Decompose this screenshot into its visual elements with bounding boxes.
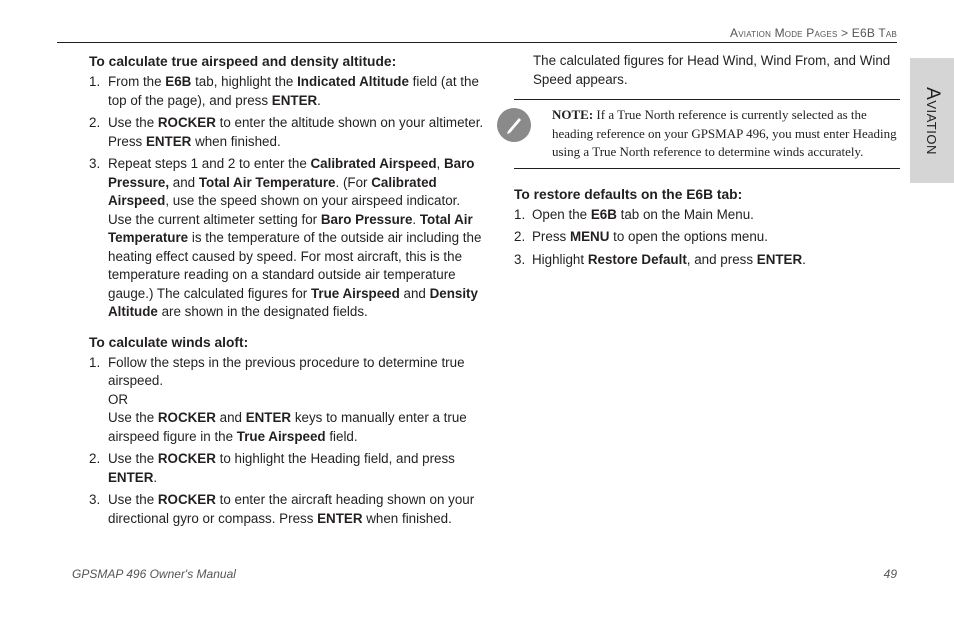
step-keyword: ENTER	[317, 510, 363, 526]
step-item	[89, 114, 484, 151]
step-text: , use the speed shown on your airspeed indicator. Use the current altimeter setting for	[108, 193, 461, 227]
footer-manual-title: GPSMAP 496 Owner's Manual	[72, 567, 236, 581]
restore-heading: To restore defaults on the E6B tab:	[514, 186, 743, 202]
winds-section	[89, 333, 484, 529]
step-keyword: Restore Default	[587, 251, 687, 267]
airspeed-steps	[89, 73, 484, 322]
step-keyword: MENU	[569, 229, 610, 244]
step-text: when finished.	[191, 133, 281, 149]
step-text: to enter the altitude shown on your altimeter. Press	[108, 115, 484, 149]
step-text: .	[317, 92, 321, 108]
step-number: 2.	[514, 229, 526, 244]
step-text: and	[215, 410, 246, 425]
step-item	[89, 155, 484, 322]
note-text: If a True North reference is currently selected as the heading reference on your GPSMAP 496, you must enter Heading using a True North reference to determine winds accurately.	[552, 107, 897, 159]
step-keyword: ENTER	[271, 92, 318, 108]
step-item	[89, 354, 484, 447]
step-text: field (at the top of the page), and press	[108, 74, 479, 108]
left-column	[89, 52, 484, 539]
note-label: NOTE:	[552, 107, 594, 122]
step-keyword: ROCKER	[157, 115, 216, 130]
airspeed-section	[89, 52, 484, 322]
step-text: to highlight the Heading field, and press	[215, 451, 455, 466]
step-text: to open the options menu.	[609, 229, 768, 244]
step-text: to enter the aircraft heading shown on your directional gyro or compass. Press	[108, 492, 475, 526]
step-number: 3.	[514, 251, 526, 267]
step-keyword: Density Altitude	[108, 285, 478, 319]
step-text: tab on the Main Menu.	[616, 206, 754, 222]
step-text: is the temperature of the outside air including the heating effect caused by speed. For most aircraft, this is the temperature reading on a standard outside air temperature gauge.) The calculated figures for	[108, 230, 482, 301]
step-text: Follow the steps in the previous procedure to determine true airspeed.	[108, 354, 465, 388]
step-keyword: Total Air Temperature	[198, 174, 336, 190]
step-text: Press	[532, 229, 570, 244]
side-tab	[910, 58, 954, 183]
step-keyword: ENTER	[145, 133, 192, 149]
step-text: field.	[325, 428, 358, 444]
step-keyword: E6B	[590, 206, 617, 222]
step-text: From the	[108, 74, 166, 89]
step-text: ,	[436, 156, 444, 171]
restore-section	[514, 185, 900, 270]
step-text: keys to manually enter a true airspeed figure in the	[108, 410, 467, 444]
step-number: 3.	[89, 492, 101, 507]
step-item	[89, 450, 484, 487]
step-item	[89, 73, 484, 110]
step-text: .	[153, 469, 158, 485]
note-pencil-icon	[497, 108, 531, 142]
footer-page-number: 49	[883, 567, 897, 581]
step-text: when finished.	[362, 510, 452, 526]
wind-results-text: The calculated figures for Head Wind, Wind From, and Wind Speed appears.	[533, 53, 891, 87]
step-keyword: Baro Pressure,	[108, 156, 475, 190]
step-text: Highlight	[532, 251, 588, 267]
step-number: 1.	[89, 354, 101, 370]
step-keyword: ROCKER	[157, 451, 216, 466]
step-text: .	[802, 251, 806, 267]
step-keyword: Baro Pressure	[320, 211, 413, 227]
header-separator: >	[841, 26, 849, 40]
step-keyword: ENTER	[108, 469, 154, 485]
airspeed-heading: To calculate true airspeed and density altitude:	[89, 54, 397, 69]
side-tab-label: Aviation	[922, 86, 943, 155]
winds-heading: To calculate winds aloft:	[89, 334, 249, 350]
step-keyword: True Airspeed	[310, 285, 400, 301]
step-text: and	[169, 174, 199, 190]
step-keyword: ROCKER	[157, 410, 216, 425]
step-keyword: ENTER	[245, 410, 292, 425]
step-keyword: Indicated Altitude	[297, 74, 409, 89]
step-number: 1.	[514, 206, 526, 222]
step-text: Repeat steps 1 and 2 to enter the	[108, 156, 311, 171]
step-text: Use the	[108, 410, 158, 425]
step-text: .	[412, 211, 420, 227]
step-item	[514, 228, 900, 247]
step-keyword: ENTER	[756, 251, 803, 267]
running-header	[730, 26, 897, 40]
step-text: Use the	[108, 451, 158, 466]
step-keyword: ROCKER	[157, 492, 216, 507]
header-section: Aviation Mode Pages	[730, 26, 838, 40]
step-keyword: Calibrated Airspeed	[108, 174, 437, 208]
header-page: E6B Tab	[851, 26, 897, 40]
step-text: Use the	[108, 492, 158, 507]
step-keyword: True Airspeed	[236, 428, 326, 444]
step-keyword: Calibrated Airspeed	[310, 156, 437, 171]
step-keyword: Total Air Temperature	[108, 211, 473, 245]
step-number: 2.	[89, 115, 101, 130]
step-number: 2.	[89, 451, 101, 466]
note-box	[514, 99, 900, 169]
step-item	[89, 491, 484, 528]
header-rule	[57, 42, 897, 43]
step-item	[514, 206, 900, 225]
step-text: Open the	[532, 206, 591, 222]
restore-steps	[514, 206, 900, 270]
step-item	[514, 251, 900, 270]
step-number: 3.	[89, 156, 101, 171]
step-text: tab, highlight the	[191, 74, 298, 89]
step-text: , and press	[686, 251, 757, 267]
step-text: Use the	[108, 115, 158, 130]
step-text: are shown in the designated fields.	[157, 304, 368, 319]
winds-steps	[89, 354, 484, 529]
step-text: and	[399, 285, 430, 301]
right-column	[514, 52, 900, 280]
step-keyword: E6B	[165, 74, 192, 89]
step-text: . (For	[335, 174, 372, 190]
step-number: 1.	[89, 74, 101, 89]
step-text: OR	[108, 391, 129, 407]
